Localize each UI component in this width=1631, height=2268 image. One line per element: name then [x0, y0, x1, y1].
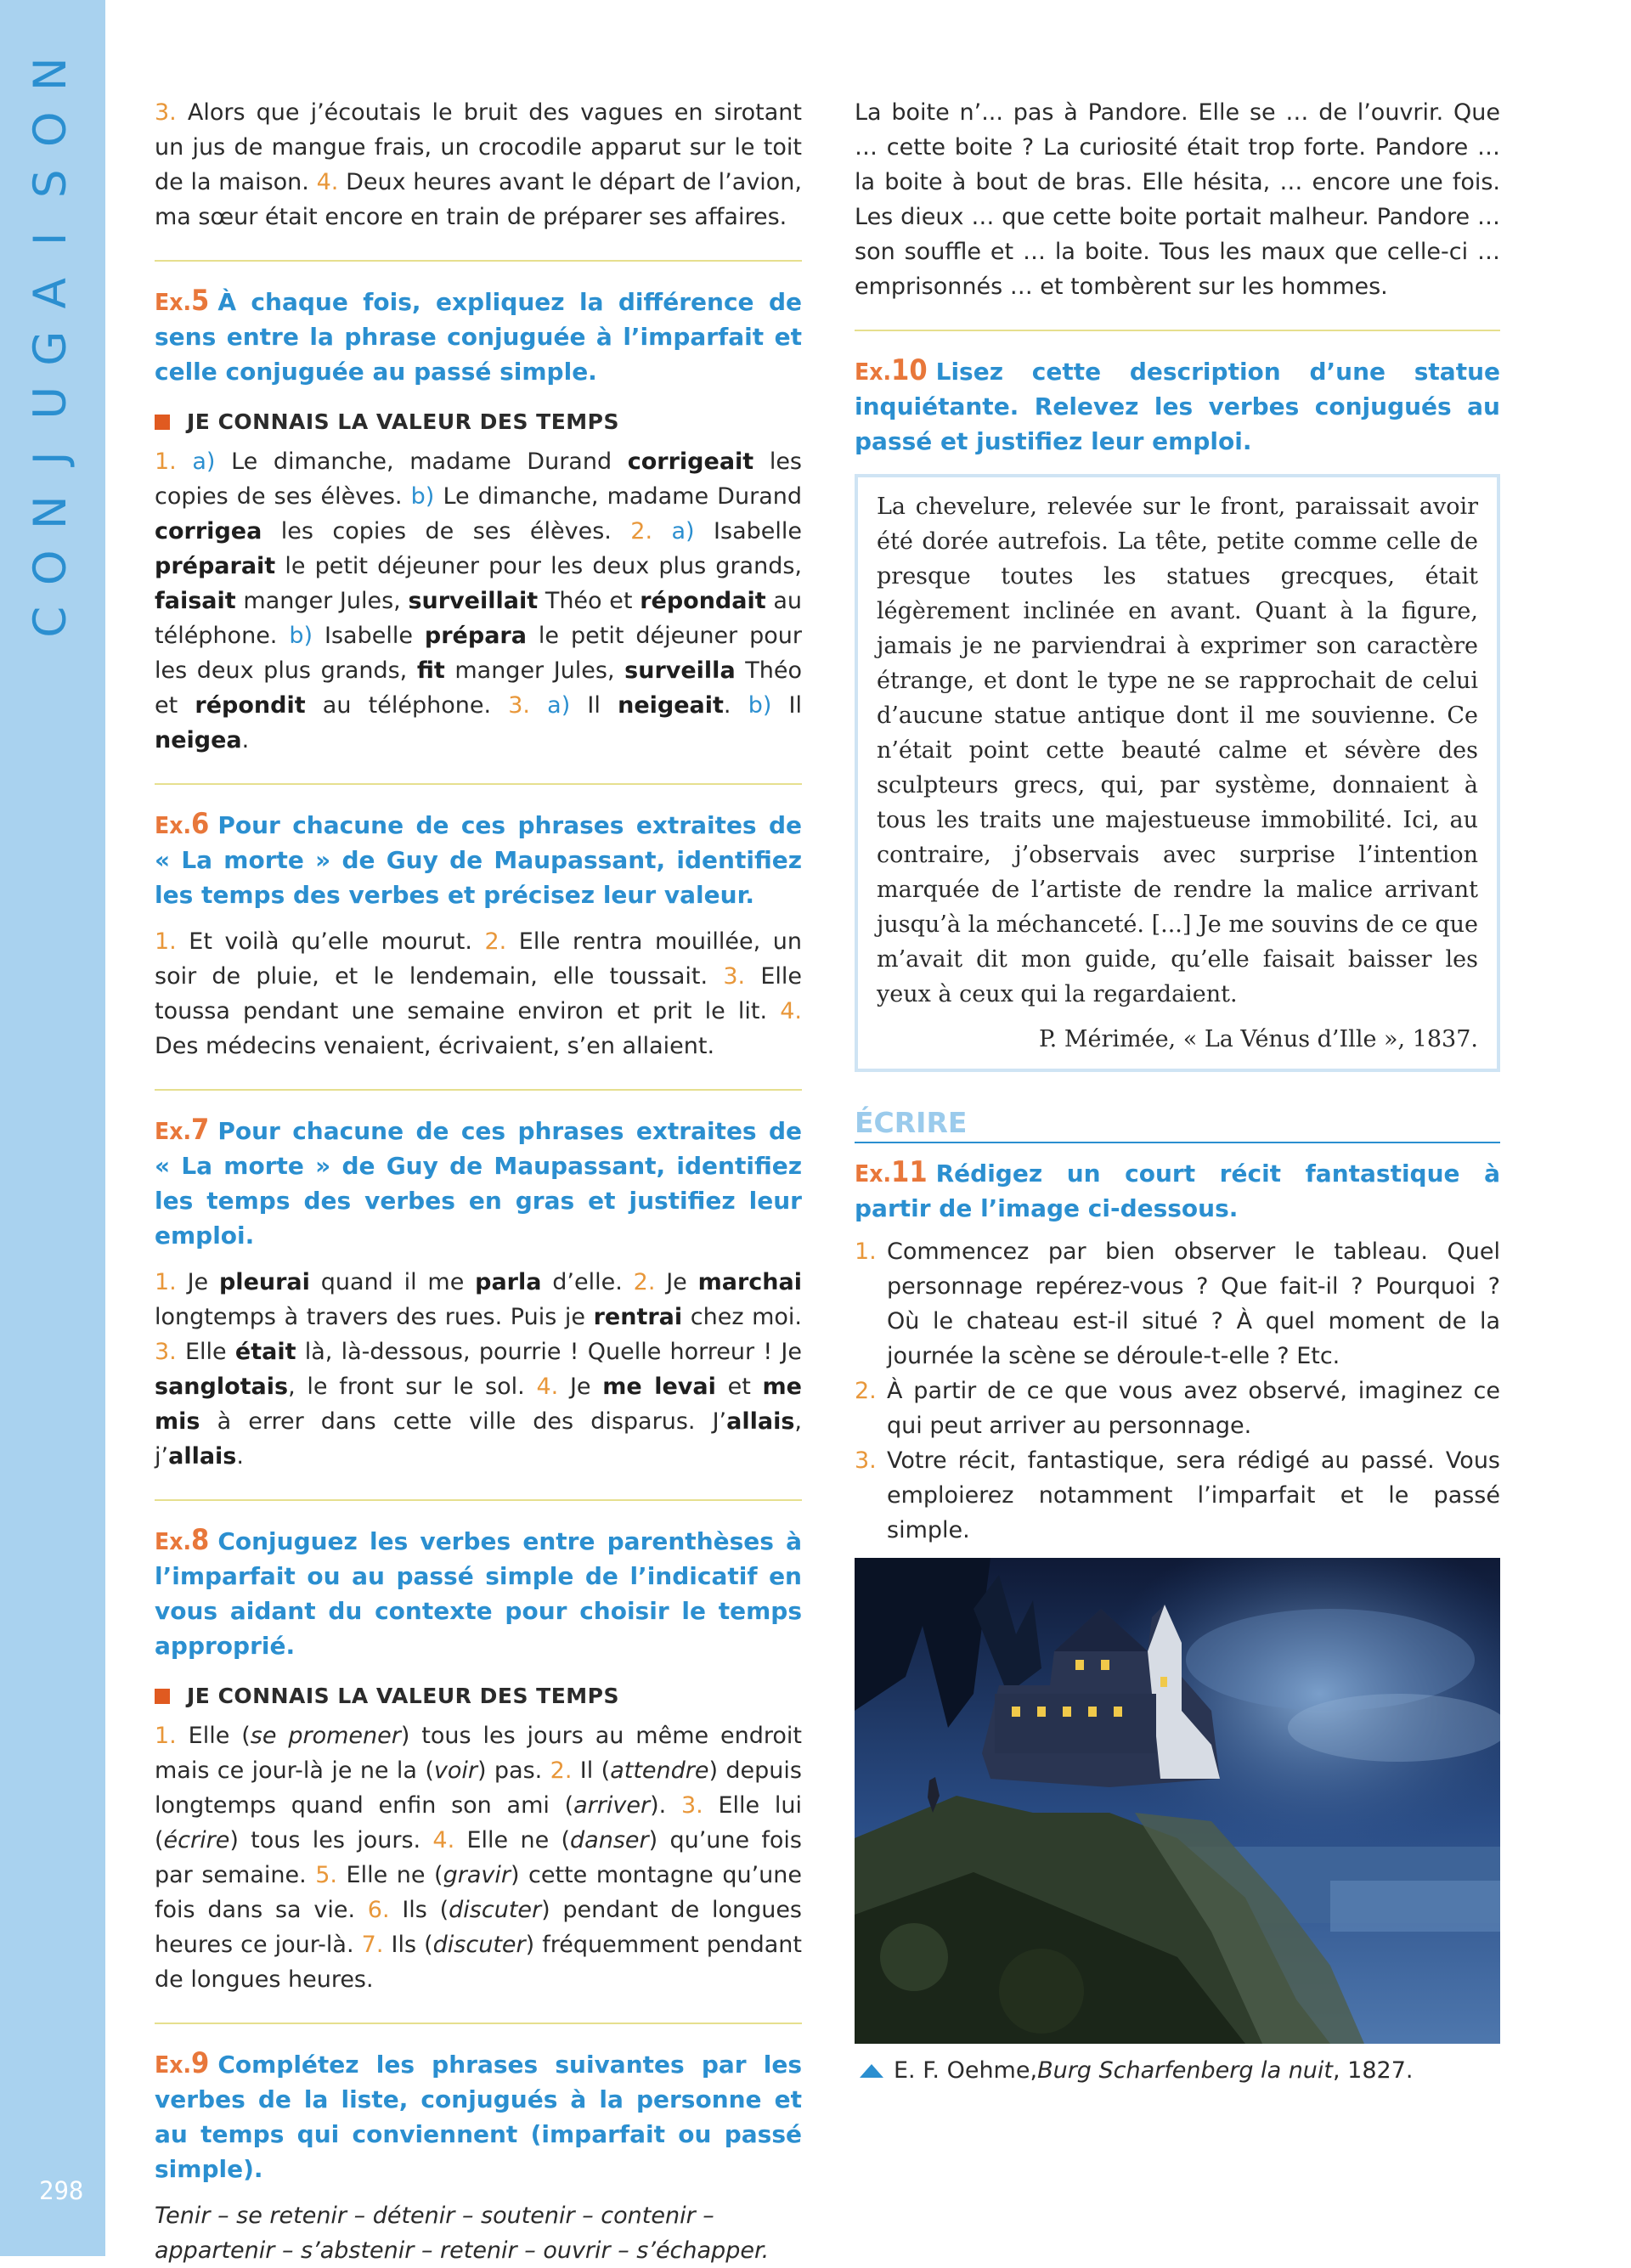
ex5-sentences: 1. a) Le dimanche, madame Durand corrigeait les copies de ses élèves. b) Le dimanche, madame Durand corrigea les copies de ses élèves. 2. a) Isabelle préparait le petit déjeuner pour les deux plus grands, faisait manger Jules, surveillait Théo et répondait au téléphone. b) Isabelle prépara le petit déjeuner pour les deux plus grands, fit manger Jules, surveilla Théo et répondit au téléphone. 3. a) Il neigeait. b) Il neigea.: [155, 449, 803, 753]
divider: [155, 1499, 802, 1501]
ex11-instruction: Ex.11 Rédigez un court récit fantastique à partir de l’image ci-dessous.: [855, 1155, 1500, 1222]
ex8-skill-tag: JE CONNAIS LA VALEUR DES TEMPS: [155, 1684, 802, 1708]
section-heading: ÉCRIRE: [855, 1106, 1500, 1143]
castle-painting: [855, 1558, 1500, 2044]
ex10-instruction: Ex.10 Lisez cette description d’une statue inquiétante. Relevez les verbes conjugués au passé et justifiez leur emploi.: [855, 353, 1500, 455]
triangle-up-icon: [860, 2064, 883, 2078]
excerpt-text: La chevelure, relevée sur le front, paraissait avoir été dorée autrefois. La tête, petite comme celle de presque toutes les statues grecques, était légèrement inclinée en avant. Quant à la figure, jamais je ne parviendrai à exprimer son caractère étrange, et dont le type ne se rapprochait de celui d’aucune statue antique dont il me souvienne. Ce n’était point cette beauté calme et sévère des sculpteurs grecs, qui, par système, donnaient à tous les traits une majestueuse immobilité. Ici, au contraire, j’observais avec surprise l’intention marquée de l’artiste de rendre la malice arrivant jusqu’à la méchanceté. [...] Je me souvins de ce que m’avait dit mon guide, qu’elle faisait baisser les yeux à ceux qui la regardaient.: [877, 494, 1478, 1007]
ex9-verb-list: Tenir – se retenir – détenir – soutenir – contenir – appartenir – s’abstenir – retenir – ouvrir – s’échapper.: [155, 2203, 770, 2264]
ex9-text: La boite n’... pas à Pandore. Elle se … de l’ouvrir. Que … cette boite ? La curiosité était trop forte. Pandore … la boite à bout de bras. Elle hésita, … encore une fois. Les dieux … que cette boite portait malheur. Pandore … son souffle et … la boite. Tous les maux que celle-ci … emprisonnés … et tombèrent sur les hommes.: [855, 99, 1500, 300]
ex8-instruction: Ex.8 Conjuguez les verbes entre parenthèses à l’imparfait ou au passé simple de l’indicatif en vous aidant du contexte pour choisir le temps approprié.: [155, 1523, 802, 1660]
painting-caption: E. F. Oehme, Burg Scharfenberg la nuit , 1827.: [855, 2056, 1500, 2086]
literary-excerpt: [855, 474, 1500, 1072]
page-number: 298: [39, 2176, 84, 2205]
chapter-sidebar: [0, 0, 105, 2256]
ex6-instruction: Ex.6 Pour chacune de ces phrases extraites de « La morte » de Guy de Maupassant, identifiez les temps des verbes et précisez leur valeur.: [155, 807, 802, 909]
left-column: [155, 95, 802, 2268]
square-bullet-icon: [155, 1689, 170, 1704]
ex5-instruction: Ex.5 À chaque fois, expliquez la différence de sens entre la phrase conjuguée à l’imparfait et celle conjuguée au passé simple.: [155, 284, 802, 386]
divider: [855, 330, 1500, 331]
list-item: 3. Votre récit, fantastique, sera rédigé au passé. Vous emploierez notamment l’imparfait et le passé simple.: [855, 1447, 1500, 1543]
ex6-sentences: 1. Et voilà qu’elle mourut. 2. Elle rentra mouillée, un soir de pluie, et le lendemain, elle toussait. 3. Elle toussa pendant une semaine environ et prit le lit. 4. Des médecins venaient, écrivaient, s’en allaient.: [155, 928, 802, 1059]
right-column: [855, 95, 1500, 2086]
ex7-sentences: 1. Je pleurai quand il me parla d’elle. 2. Je marchai longtemps à travers des rues. Puis je rentrai chez moi. 3. Elle était là, là-dessous, pourrie ! Quelle horreur ! Je sanglotais, le front sur le sol. 4. Je me levai et me mis à errer dans cette ville des disparus. J’allais, j’allais.: [155, 1269, 803, 1470]
divider: [155, 1089, 802, 1091]
ex9-instruction: Ex.9 Complétez les phrases suivantes par les verbes de la liste, conjugués à la personne et au temps qui conviennent (imparfait ou passé simple).: [155, 2046, 802, 2183]
ex5-skill-tag: JE CONNAIS LA VALEUR DES TEMPS: [155, 409, 802, 434]
list-item: 1. Commencez par bien observer le tableau. Quel personnage repérez-vous ? Que fait-il ? Pourquoi ? Où le chateau est-il situé ? À quel moment de la journée la scène se déroule-t-elle ? Etc.: [855, 1238, 1500, 1369]
divider: [155, 783, 802, 785]
ex4-continuation: 3. Alors que j’écoutais le bruit des vagues en sirotant un jus de mangue frais, un crocodile apparut sur le toit de la maison. 4. Deux heures avant le départ de l’avion, ma sœur était encore en train de préparer ses affaires.: [155, 99, 802, 230]
divider: [155, 2023, 802, 2024]
ex11-steps: [855, 1234, 1500, 1548]
excerpt-source: P. Mérimée, « La Vénus d’Ille », 1837.: [1038, 1026, 1478, 1052]
square-bullet-icon: [155, 415, 170, 430]
list-item: 2. À partir de ce que vous avez observé, imaginez ce qui peut arriver au personnage.: [855, 1378, 1500, 1439]
ex7-instruction: Ex.7 Pour chacune de ces phrases extraites de « La morte » de Guy de Maupassant, identifiez les temps des verbes en gras et justifiez leur emploi.: [155, 1113, 802, 1250]
ex8-sentences: 1. Elle (se promener) tous les jours au même endroit mais ce jour-là je ne la (voir) pas. 2. Il (attendre) depuis longtemps quand enfin son ami (arriver). 3. Elle lui (écrire) tous les jours. 4. Elle ne (danser) qu’une fois par semaine. 5. Elle ne (gravir) cette montagne qu’une fois dans sa vie. 6. Ils (discuter) pendant de longues heures ce jour-là. 7. Ils (discuter) fréquemment pendant de longues heures.: [155, 1723, 803, 1993]
divider: [155, 260, 802, 262]
chapter-title: N O S I A G U J N O C: [24, 57, 76, 638]
